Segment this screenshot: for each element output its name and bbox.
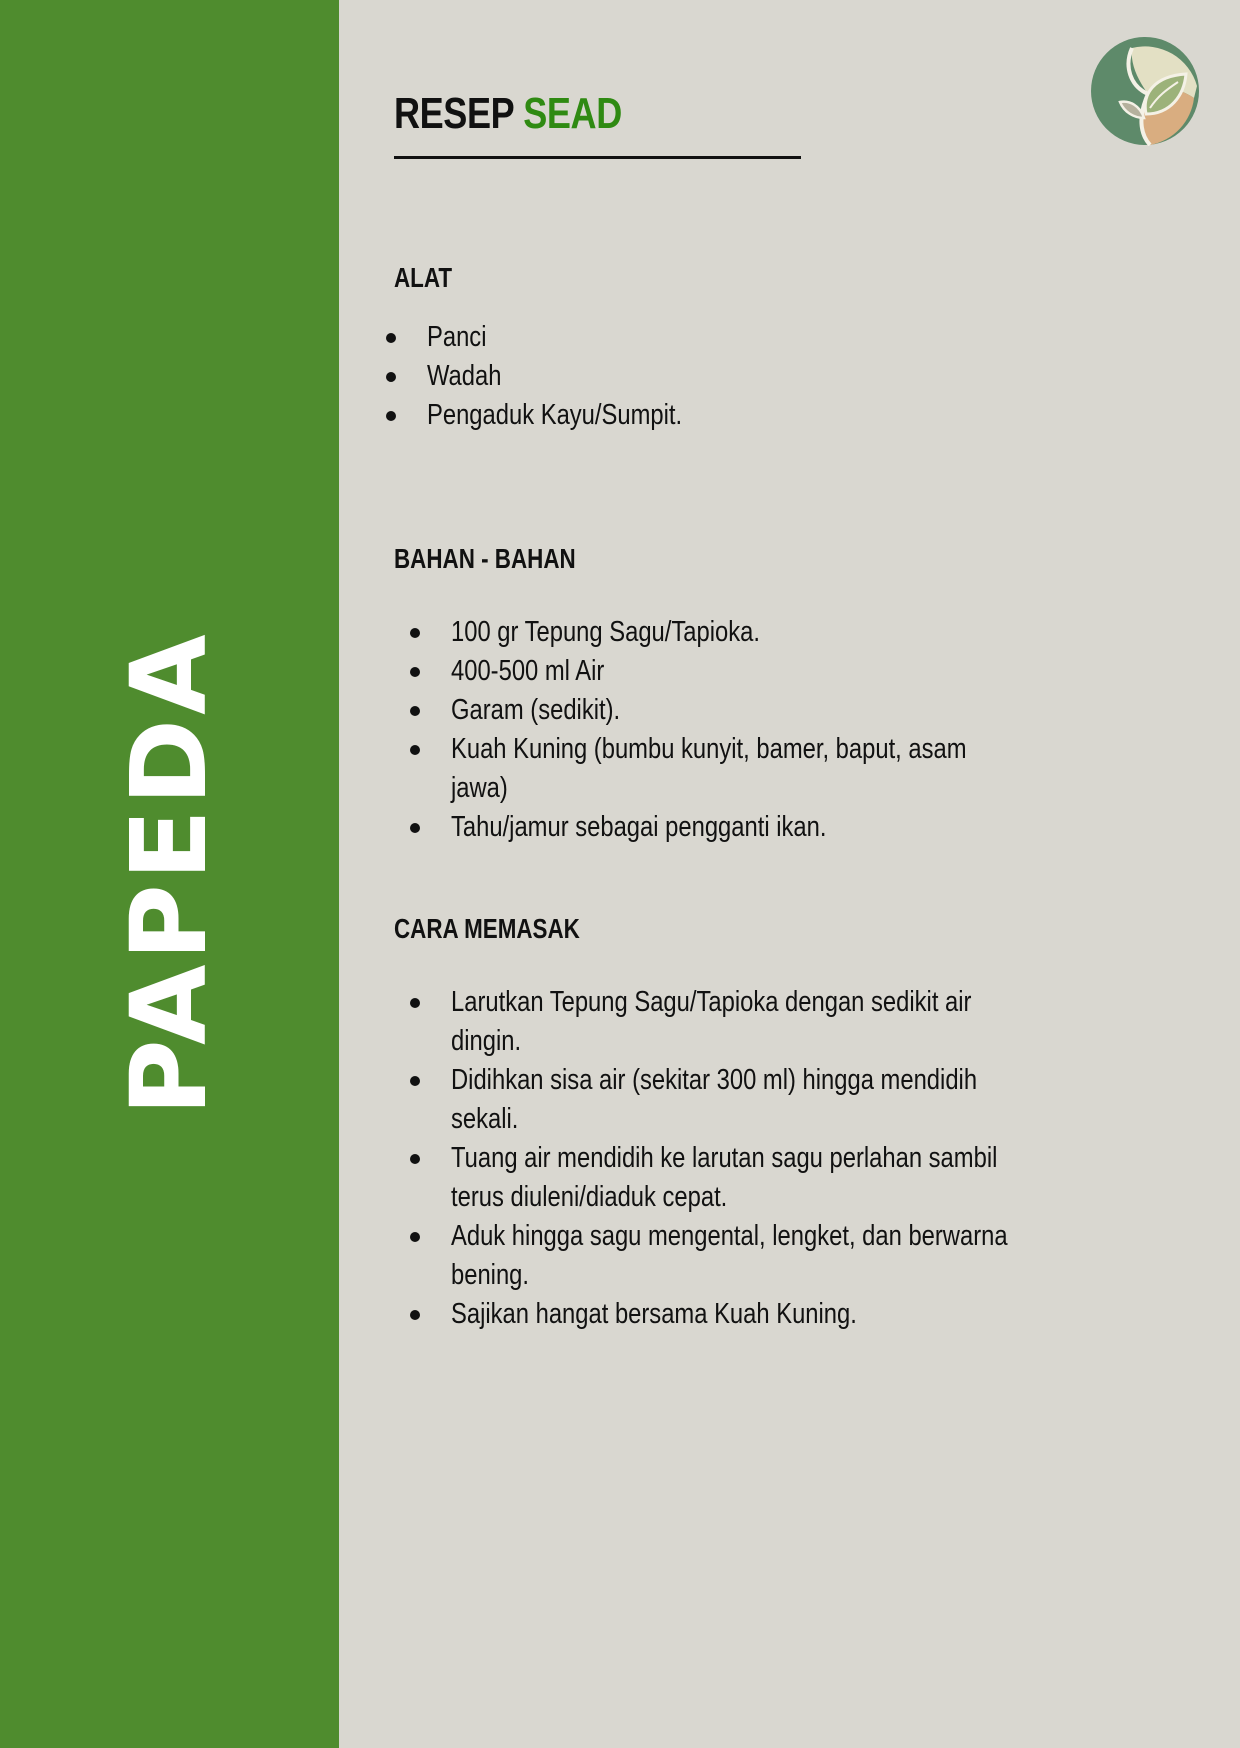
leaf-circle-logo-icon (1090, 36, 1200, 146)
list-item-text: jawa) (451, 772, 508, 804)
list-item (386, 396, 738, 435)
list-item (410, 1217, 1130, 1295)
list-item-text: 400-500 ml Air (451, 655, 605, 687)
list-item-text: Tahu/jamur sebagai pengganti ikan. (451, 811, 827, 843)
list-item (410, 983, 1130, 1061)
section-heading-alat: ALAT (394, 262, 453, 293)
bullet-icon (410, 1310, 420, 1320)
list-item-text: Panci (427, 321, 487, 353)
title-underline-divider (394, 156, 801, 159)
list-item (410, 613, 1080, 652)
list-item-text: Pengaduk Kayu/Sumpit. (427, 399, 683, 431)
bullet-icon (410, 745, 420, 755)
list-item-text: Larutkan Tepung Sagu/Tapioka dengan sedikit air (451, 986, 972, 1018)
title-word-sead: SEAD (523, 89, 622, 138)
list-item (410, 652, 1080, 691)
list-item-text: 100 gr Tepung Sagu/Tapioka. (451, 616, 760, 648)
list-item-text: dingin. (451, 1025, 522, 1057)
bullet-icon (410, 706, 420, 716)
bullet-icon (410, 1232, 420, 1242)
title-word-resep: RESEP (394, 89, 514, 138)
list-item (410, 1061, 1130, 1139)
list-item (410, 691, 1080, 730)
sidebar-panel (0, 0, 339, 1748)
recipe-name-vertical-title: PAPEDA (108, 630, 230, 1116)
section-heading-cara-memasak: CARA MEMASAK (394, 913, 580, 944)
bullet-icon (410, 998, 420, 1008)
list-item-text: sekali. (451, 1103, 519, 1135)
bullet-icon (410, 628, 420, 638)
cara-memasak-list (410, 983, 1130, 1334)
list-item-text: Kuah Kuning (bumbu kunyit, bamer, baput, asam (451, 733, 967, 765)
list-item (386, 357, 738, 396)
bullet-icon (386, 372, 396, 382)
list-item (410, 1295, 1130, 1334)
alat-list (386, 318, 738, 435)
bullet-icon (410, 667, 420, 677)
list-item (410, 1139, 1130, 1217)
bullet-icon (410, 1076, 420, 1086)
list-item-text: Didihkan sisa air (sekitar 300 ml) hingga mendidih (451, 1064, 978, 1096)
section-heading-bahan: BAHAN - BAHAN (394, 543, 576, 574)
bullet-icon (410, 823, 420, 833)
list-item-text: bening. (451, 1259, 530, 1291)
bullet-icon (386, 411, 396, 421)
bullet-icon (410, 1154, 420, 1164)
list-item (410, 808, 1080, 847)
list-item (410, 730, 1080, 808)
bullet-icon (386, 333, 396, 343)
list-item-text: Sajikan hangat bersama Kuah Kuning. (451, 1298, 857, 1330)
list-item-text: Wadah (427, 360, 502, 392)
page-title (394, 89, 622, 138)
list-item (386, 318, 738, 357)
bahan-list (410, 613, 1080, 847)
list-item-text: Aduk hingga sagu mengental, lengket, dan berwarna (451, 1220, 1008, 1252)
list-item-text: terus diuleni/diaduk cepat. (451, 1181, 728, 1213)
list-item-text: Tuang air mendidih ke larutan sagu perlahan sambil (451, 1142, 998, 1174)
list-item-text: Garam (sedikit). (451, 694, 621, 726)
